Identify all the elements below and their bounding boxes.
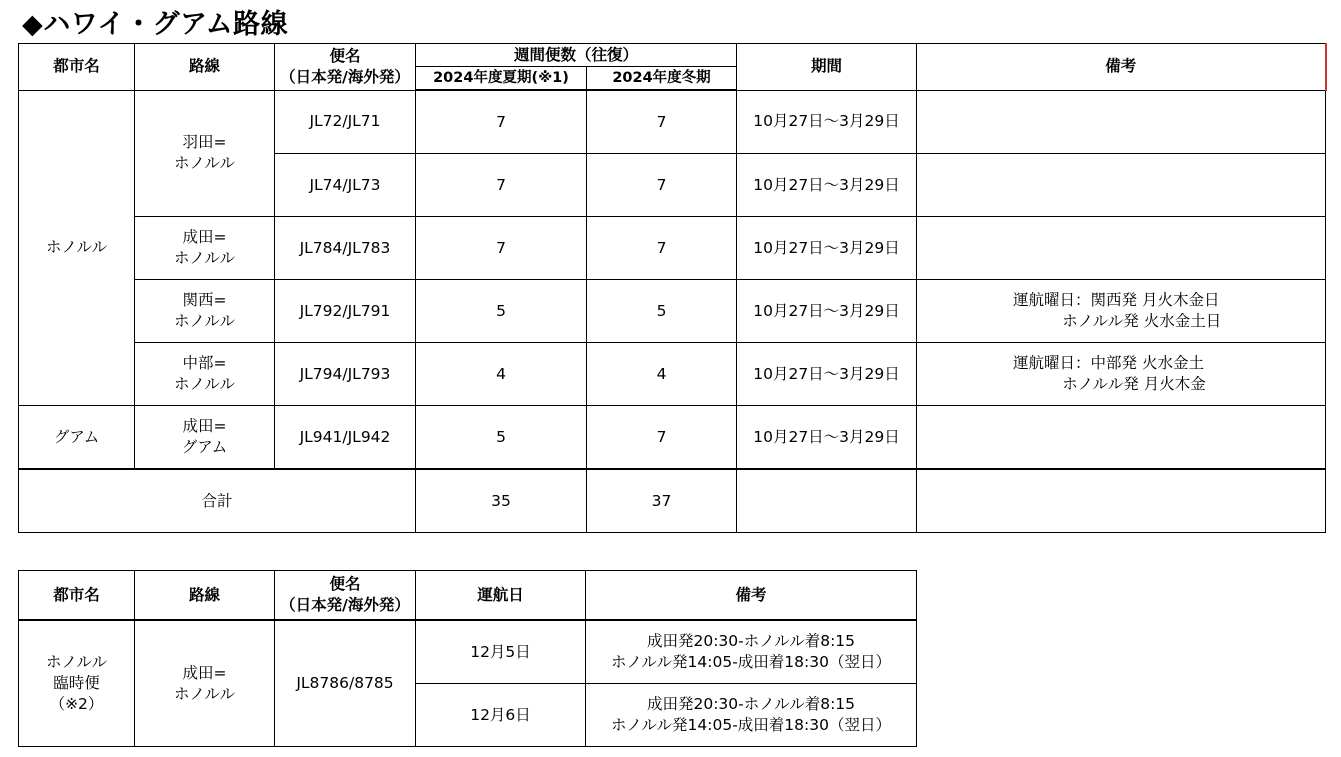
route-cell: 成田= ホノルル — [135, 217, 275, 280]
col-header-date: 運航日 — [416, 571, 586, 621]
route-cell: 関西= ホノルル — [135, 280, 275, 343]
flight-cell: JL792/JL791 — [275, 280, 416, 343]
summer-count-cell: 7 — [416, 154, 587, 217]
total-label: 合計 — [19, 469, 416, 533]
remarks-cell — [586, 620, 917, 684]
route-cell: 羽田= ホノルル — [135, 90, 275, 217]
remarks-cell — [917, 217, 1326, 280]
remarks-line: ホノルル発14:05-成田着18:30（翌日） — [611, 716, 891, 734]
remarks-cell — [917, 90, 1326, 154]
total-row — [19, 469, 1326, 533]
col-header-winter: 2024年度冬期 — [587, 67, 737, 91]
total-winter: 37 — [587, 469, 737, 533]
date-cell: 12月6日 — [416, 684, 586, 747]
table-header-row — [19, 571, 917, 621]
route-cell: 中部= ホノルル — [135, 343, 275, 406]
flight-cell: JL941/JL942 — [275, 406, 416, 470]
table-row — [19, 90, 1326, 154]
period-cell: 10月27日～3月29日 — [737, 217, 917, 280]
remarks-line: ホノルル発 火水金土日 — [1013, 312, 1222, 330]
summer-count-cell: 5 — [416, 280, 587, 343]
col-header-route: 路線 — [135, 571, 275, 621]
winter-count-cell: 4 — [587, 343, 737, 406]
table-header-row — [19, 44, 1326, 67]
table-row — [19, 620, 917, 684]
flight-cell: JL784/JL783 — [275, 217, 416, 280]
summer-count-cell: 5 — [416, 406, 587, 470]
remarks-line: ホノルル発14:05-成田着18:30（翌日） — [611, 653, 891, 671]
col-header-summer: 2024年度夏期(※1) — [416, 67, 587, 91]
remarks-cell — [917, 280, 1326, 343]
winter-count-cell: 7 — [587, 217, 737, 280]
col-header-remarks: 備考 — [586, 571, 917, 621]
remarks-cell — [917, 343, 1326, 406]
remarks-line: ホノルル発 月火木金 — [1013, 375, 1206, 393]
col-header-city: 都市名 — [19, 44, 135, 91]
remarks-line: 成田発20:30-ホノルル着8:15 — [646, 695, 856, 713]
period-cell: 10月27日～3月29日 — [737, 280, 917, 343]
col-header-flight-line2: （日本発/海外発） — [280, 596, 410, 614]
winter-count-cell: 5 — [587, 280, 737, 343]
city-cell-honolulu: ホノルル — [19, 90, 135, 406]
remarks-line: 成田発20:30-ホノルル着8:15 — [646, 632, 856, 650]
winter-count-cell: 7 — [587, 154, 737, 217]
date-cell: 12月5日 — [416, 620, 586, 684]
route-cell: 成田= ホノルル — [135, 620, 275, 747]
flight-cell: JL794/JL793 — [275, 343, 416, 406]
col-header-flight — [275, 44, 416, 91]
col-header-period: 期間 — [737, 44, 917, 91]
winter-count-cell: 7 — [587, 90, 737, 154]
col-header-flight — [275, 571, 416, 621]
col-header-remarks: 備考 — [917, 44, 1326, 91]
table-row — [19, 406, 1326, 470]
remarks-line: 運航曜日：中部発 火水金土 — [1013, 354, 1204, 372]
total-summer: 35 — [416, 469, 587, 533]
city-cell-guam: グアム — [19, 406, 135, 470]
col-header-route: 路線 — [135, 44, 275, 91]
col-header-weekly: 週間便数（往復） — [416, 44, 737, 67]
remarks-cell — [917, 406, 1326, 470]
extra-flights-table — [18, 570, 917, 747]
period-cell: 10月27日～3月29日 — [737, 90, 917, 154]
summer-count-cell: 7 — [416, 90, 587, 154]
winter-count-cell: 7 — [587, 406, 737, 470]
remarks-cell — [917, 154, 1326, 217]
period-cell: 10月27日～3月29日 — [737, 406, 917, 470]
summer-count-cell: 4 — [416, 343, 587, 406]
flight-cell: JL8786/8785 — [275, 620, 416, 747]
page-title: ◆ハワイ・グアム路線 — [22, 9, 289, 40]
flight-cell: JL72/JL71 — [275, 90, 416, 154]
remarks-line: 運航曜日：関西発 月火木金日 — [1013, 291, 1220, 309]
summer-count-cell: 7 — [416, 217, 587, 280]
table-row — [19, 217, 1326, 280]
flight-cell: JL74/JL73 — [275, 154, 416, 217]
table-row — [19, 280, 1326, 343]
period-cell: 10月27日～3月29日 — [737, 343, 917, 406]
col-header-flight-line1: 便名 — [329, 46, 361, 65]
city-cell: ホノルル 臨時便 （※2） — [19, 620, 135, 747]
col-header-flight-line2: （日本発/海外発） — [280, 67, 410, 86]
total-period-cell — [737, 469, 917, 533]
col-header-flight-line1: 便名 — [329, 575, 361, 593]
route-cell: 成田= グアム — [135, 406, 275, 470]
period-cell: 10月27日～3月29日 — [737, 154, 917, 217]
table-row — [19, 343, 1326, 406]
regular-flights-table — [18, 43, 1327, 533]
total-remarks-cell — [917, 469, 1326, 533]
col-header-city: 都市名 — [19, 571, 135, 621]
remarks-cell — [586, 684, 917, 747]
